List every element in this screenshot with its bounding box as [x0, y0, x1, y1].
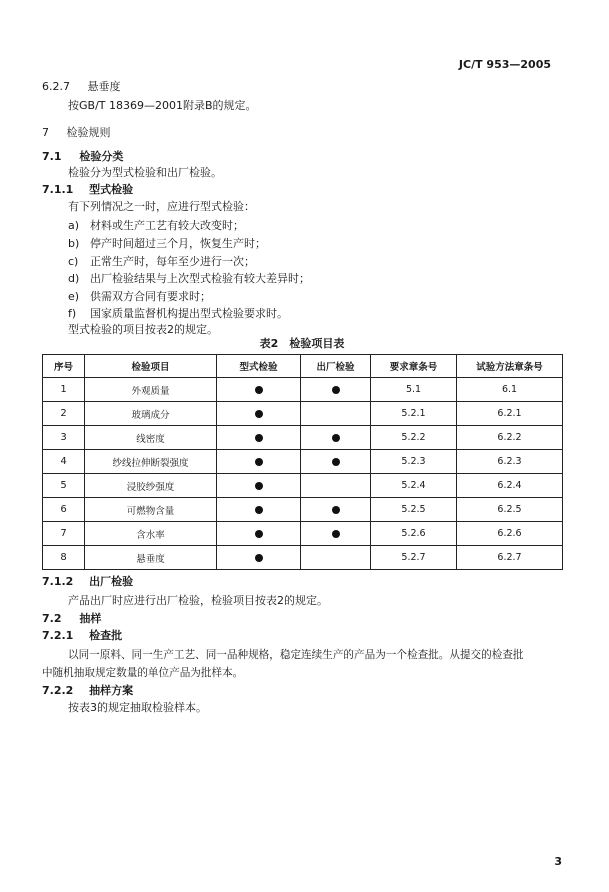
row-method: 6.2.3 — [457, 450, 563, 474]
row-requirement: 5.1 — [371, 378, 457, 402]
check-dot-icon — [332, 506, 340, 514]
section-7-1-2-body: 产品出厂时应进行出厂检验，检验项目按表2的规定。 — [68, 594, 328, 607]
factory-test-cell — [301, 498, 371, 522]
factory-test-cell — [301, 522, 371, 546]
list-label: c) — [68, 255, 79, 268]
section-title: 抽样 — [79, 612, 102, 625]
list-text: 国家质量监督机构提出型式检验要求时。 — [90, 307, 288, 320]
row-item: 悬垂度 — [85, 546, 217, 570]
factory-test-cell — [301, 474, 371, 498]
check-dot-icon — [255, 482, 263, 490]
table-row — [43, 426, 563, 450]
type-test-cell — [217, 450, 301, 474]
section-7-2-heading — [42, 612, 101, 626]
list-text: 材料或生产工艺有较大改变时； — [90, 219, 244, 232]
section-7-2-1-body-line2: 中随机抽取规定数量的单位产品为批样本。 — [42, 667, 244, 679]
section-number: 6.2.7 — [42, 80, 70, 93]
list-text: 停产时间超过三个月，恢复生产时； — [90, 237, 266, 250]
row-method: 6.2.2 — [457, 426, 563, 450]
section-7-heading — [42, 126, 111, 140]
row-requirement: 5.2.2 — [371, 426, 457, 450]
inspection-items-table — [42, 354, 563, 570]
row-no: 4 — [43, 450, 85, 474]
section-7-1-1-intro: 有下列情况之一时，应进行型式检验： — [68, 200, 255, 213]
section-number: 7.2.1 — [42, 629, 74, 642]
list-item — [68, 307, 288, 321]
section-7-2-1-heading — [42, 629, 122, 643]
row-requirement: 5.2.3 — [371, 450, 457, 474]
header-type-test: 型式检验 — [217, 355, 301, 378]
section-number: 7.1.2 — [42, 575, 74, 588]
section-number: 7 — [42, 126, 49, 139]
section-title: 型式检验 — [89, 183, 134, 196]
check-dot-icon — [332, 458, 340, 466]
check-dot-icon — [255, 458, 263, 466]
table-row — [43, 474, 563, 498]
factory-test-cell — [301, 402, 371, 426]
row-item: 外观质量 — [85, 378, 217, 402]
row-item: 浸胶纱强度 — [85, 474, 217, 498]
type-test-cell — [217, 522, 301, 546]
table-row — [43, 498, 563, 522]
list-label: b) — [68, 237, 80, 250]
row-item: 纱线拉伸断裂强度 — [85, 450, 217, 474]
row-method: 6.2.4 — [457, 474, 563, 498]
section-7-1-body: 检验分为型式检验和出厂检验。 — [68, 166, 222, 179]
list-item — [68, 237, 266, 251]
section-number: 7.1.1 — [42, 183, 74, 196]
row-item: 含水率 — [85, 522, 217, 546]
header-factory-test: 出厂检验 — [301, 355, 371, 378]
section-number: 7.2.2 — [42, 684, 74, 697]
list-label: f) — [68, 307, 77, 320]
row-no: 7 — [43, 522, 85, 546]
type-test-cell — [217, 498, 301, 522]
type-test-cell — [217, 426, 301, 450]
list-item — [68, 272, 310, 286]
section-title: 检查批 — [89, 629, 123, 642]
factory-test-cell — [301, 378, 371, 402]
list-item — [68, 255, 255, 269]
row-requirement: 5.2.1 — [371, 402, 457, 426]
table-row — [43, 450, 563, 474]
section-7-1-heading — [42, 150, 123, 164]
row-requirement: 5.2.5 — [371, 498, 457, 522]
section-title: 检验分类 — [79, 150, 124, 163]
table-row — [43, 402, 563, 426]
header-test-method-clause: 试验方法章条号 — [457, 355, 563, 378]
row-no: 8 — [43, 546, 85, 570]
section-title: 检验规则 — [66, 126, 111, 139]
table-header-row — [43, 355, 563, 378]
section-number: 7.2 — [42, 612, 62, 625]
check-dot-icon — [332, 434, 340, 442]
row-no: 2 — [43, 402, 85, 426]
check-dot-icon — [255, 530, 263, 538]
type-test-cell — [217, 402, 301, 426]
list-text: 供需双方合同有要求时； — [90, 290, 211, 303]
row-method: 6.2.1 — [457, 402, 563, 426]
check-dot-icon — [255, 506, 263, 514]
page-number: 3 — [554, 855, 562, 868]
row-no: 6 — [43, 498, 85, 522]
list-text: 正常生产时，每年至少进行一次； — [90, 255, 255, 268]
row-no: 5 — [43, 474, 85, 498]
section-7-1-1-heading — [42, 183, 133, 197]
section-6-2-7-heading — [42, 80, 121, 94]
section-7-1-2-heading — [42, 575, 133, 589]
check-dot-icon — [255, 434, 263, 442]
section-6-2-7-body: 按GB/T 18369—2001附录B的规定。 — [68, 99, 257, 112]
section-7-2-2-heading — [42, 684, 133, 698]
type-test-cell — [217, 378, 301, 402]
table-caption: 表2 检验项目表 — [259, 337, 345, 350]
check-dot-icon — [255, 386, 263, 394]
check-dot-icon — [332, 530, 340, 538]
section-title: 抽样方案 — [89, 684, 134, 697]
type-test-cell — [217, 546, 301, 570]
list-label: e) — [68, 290, 80, 303]
row-item: 线密度 — [85, 426, 217, 450]
standard-number: JC/T 953—2005 — [458, 58, 551, 71]
section-7-1-1-outro: 型式检验的项目按表2的规定。 — [68, 323, 218, 336]
list-item — [68, 219, 244, 233]
header-no: 序号 — [43, 355, 85, 378]
factory-test-cell — [301, 450, 371, 474]
row-item: 可燃物含量 — [85, 498, 217, 522]
row-requirement: 5.2.6 — [371, 522, 457, 546]
factory-test-cell — [301, 426, 371, 450]
table-row — [43, 378, 563, 402]
table-row — [43, 522, 563, 546]
list-label: a) — [68, 219, 80, 232]
row-item: 玻璃成分 — [85, 402, 217, 426]
header-item: 检验项目 — [85, 355, 217, 378]
list-label: d) — [68, 272, 80, 285]
row-requirement: 5.2.7 — [371, 546, 457, 570]
list-text: 出厂检验结果与上次型式检验有较大差异时； — [90, 272, 310, 285]
type-test-cell — [217, 474, 301, 498]
section-title: 出厂检验 — [89, 575, 134, 588]
check-dot-icon — [255, 554, 263, 562]
row-method: 6.2.7 — [457, 546, 563, 570]
row-method: 6.1 — [457, 378, 563, 402]
section-title: 悬垂度 — [87, 80, 121, 93]
section-7-2-1-body-line1: 以同一原料、同一生产工艺、同一品种规格，稳定连续生产的产品为一个检查批。从提交的检查批 — [68, 649, 524, 661]
header-requirement-clause: 要求章条号 — [371, 355, 457, 378]
row-method: 6.2.5 — [457, 498, 563, 522]
row-requirement: 5.2.4 — [371, 474, 457, 498]
row-method: 6.2.6 — [457, 522, 563, 546]
table-row — [43, 546, 563, 570]
factory-test-cell — [301, 546, 371, 570]
list-item — [68, 290, 211, 304]
section-7-2-2-body: 按表3的规定抽取检验样本。 — [68, 701, 207, 714]
row-no: 1 — [43, 378, 85, 402]
check-dot-icon — [255, 410, 263, 418]
check-dot-icon — [332, 386, 340, 394]
section-number: 7.1 — [42, 150, 62, 163]
row-no: 3 — [43, 426, 85, 450]
